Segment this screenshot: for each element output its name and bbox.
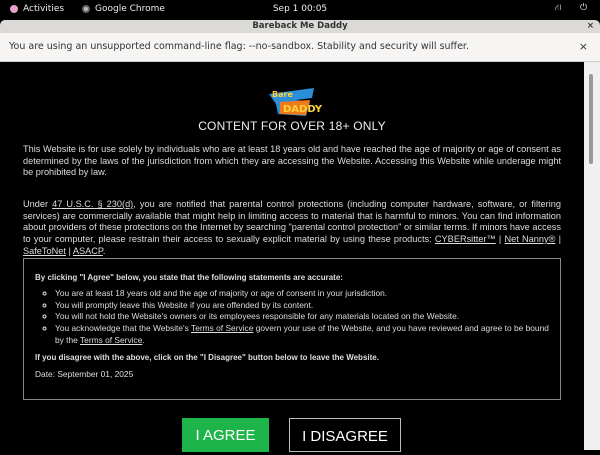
list-item: ◦ You are at least 18 years old and the age of majority or age of consent in your jurisdiction. — [55, 288, 549, 300]
list-item — [55, 323, 549, 346]
list-item: ◦ You will not hold the Website's owners or its employees responsible for any materials located on the Website. — [55, 311, 549, 323]
page-heading: CONTENT FOR OVER 18+ ONLY — [198, 119, 386, 133]
infobar-close-button[interactable]: × — [578, 40, 588, 53]
activities-label: Activities — [23, 4, 65, 14]
infobar-message: You are using an unsupported command-line flag: --no-sandbox. Stability and security will suffer. — [9, 41, 469, 52]
warning-infobar — [0, 33, 600, 62]
separator: | — [65, 245, 73, 256]
terms-box — [23, 258, 561, 400]
age-gate-page — [0, 62, 584, 450]
app-name: Google Chrome — [95, 4, 165, 14]
notice-end: . — [102, 245, 106, 256]
date-text: Date: September 01, 2025 — [35, 368, 134, 379]
notice-prefix: Under — [23, 199, 53, 209]
intro-text: This Website is for use solely by individuals who are at least 18 years old and have reached the age of majority or age of consent as determined by the laws of the jurisdiction from which they are accessing the Website. Accessing this Website while underage might be prohibited by law. — [23, 144, 561, 178]
terms-of-service-link[interactable]: Terms of Service — [191, 323, 254, 334]
site-logo — [266, 84, 323, 118]
terms-lead: By clicking "I Agree" below, you state that the following statements are accurate: — [35, 273, 343, 282]
tos-text: You acknowledge that the Website's — [55, 323, 192, 334]
asacp-link[interactable]: ASACP — [72, 245, 103, 256]
window-close-button[interactable]: × — [586, 21, 594, 31]
separator: | — [555, 234, 561, 245]
system-top-bar — [0, 0, 600, 19]
window-titlebar — [0, 20, 600, 33]
notice-body: , you are notified that parental control protections (including computer hardware, software, or filtering services) are commercially available that might help in limiting access to material that is harmful to minors. You can find information about providers of these protections on the Internet by searching "parental control protection" or similar terms. If minors have access to your computer, please restrain their access to sexually explicit material by using these products: — [23, 199, 561, 245]
page-scrollbar[interactable] — [584, 62, 600, 450]
terms-of-service-link[interactable]: Terms of Service — [80, 334, 143, 345]
law-link[interactable]: 47 U.S.C. § 230(d) — [52, 199, 134, 209]
svg-text:Bare: Bare — [272, 90, 293, 99]
safetonet-link[interactable]: SafeToNet — [23, 245, 66, 256]
tos-text: govern your use of the Website, and you have reviewed and agree to be bound by the — [55, 323, 549, 345]
network-icon[interactable]: ⛙ — [555, 3, 562, 13]
clock[interactable]: Sep 1 00:05 — [272, 4, 328, 14]
netnanny-link[interactable]: Net Nanny® — [504, 234, 556, 245]
scrollbar-thumb[interactable] — [589, 74, 593, 164]
parental-notice — [23, 199, 561, 258]
window-title: Bareback Me Daddy — [252, 21, 348, 31]
tos-text: . — [142, 334, 145, 345]
cybersitter-link[interactable]: CYBERsitter™ — [434, 234, 496, 245]
separator: | — [495, 234, 505, 245]
power-icon[interactable]: ⏻ — [580, 3, 588, 13]
list-item: ◦ You will promptly leave this Website if you are offended by its content. — [55, 300, 549, 312]
agree-button[interactable]: I AGREE — [182, 418, 269, 452]
terms-list — [35, 288, 549, 347]
svg-text:DADDY: DADDY — [283, 104, 323, 115]
disagree-note: If you disagree with the above, click on the "I Disagree" button below to leave the Website. — [35, 352, 379, 362]
disagree-button[interactable]: I DISAGREE — [289, 418, 401, 452]
